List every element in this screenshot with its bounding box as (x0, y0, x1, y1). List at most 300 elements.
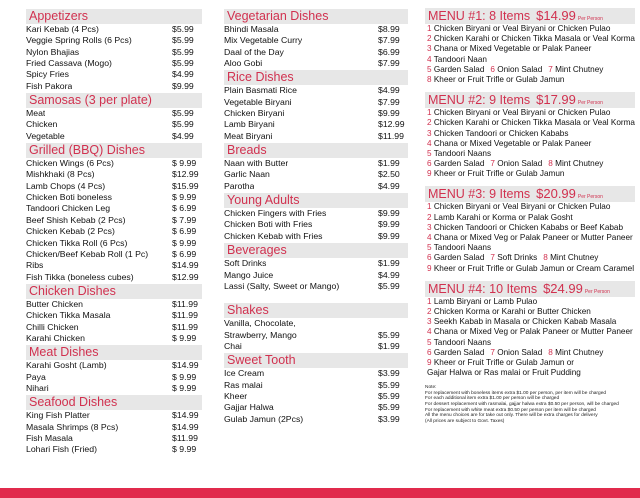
menu-item-name: Paya (26, 371, 46, 382)
left-column (26, 8, 202, 456)
menu-item-price: $1.99 (378, 158, 400, 169)
set-menu-item-text: Seekh Kabab in Masala or Chicken Kabab Masala (433, 317, 617, 327)
set-menu-header (425, 92, 635, 108)
middle-column (224, 8, 408, 425)
menu-item-name: Mix Vegetable Curry (224, 35, 303, 46)
menu-item (26, 238, 202, 249)
menu-item-name: Masala Shrimps (8 Pcs) (26, 421, 119, 432)
menu-item-name: Tandoori Chicken Leg (26, 203, 111, 214)
item-number: 4 (427, 327, 432, 337)
menu-item-price: $5.99 (378, 402, 400, 413)
menu-item (224, 270, 408, 281)
note-line: For each additional item extra $1.00 per person will be charged (425, 396, 560, 402)
menu-item-price: $5.99 (378, 379, 400, 390)
set-menu-3 (425, 186, 635, 273)
menu-item-price: $3.99 (378, 413, 400, 424)
set-menu-line (425, 358, 635, 368)
set-menu-line (425, 118, 635, 128)
menu-item (26, 47, 202, 58)
set-menu-line (425, 297, 635, 307)
menu-item-price: $2.50 (378, 169, 400, 180)
menu-item (224, 341, 408, 352)
menu-item-name: Chicken Boti boneless (26, 192, 112, 203)
note-line: For dessert replacement with rasmalai, gajjar halwa extra $0.50 per person, will be charged (425, 402, 619, 408)
set-menu-line (425, 368, 635, 378)
menu-item (26, 383, 202, 394)
note-line: All the menu choices are for take out only. There will be extra charges for delivery (425, 413, 598, 419)
menu-item-name: Chicken Kebab (2 Pcs) (26, 226, 115, 237)
set-menu-line (425, 233, 635, 243)
item-number: 9 (427, 169, 432, 179)
per-person-label: Per Person (577, 16, 603, 22)
menu-item-price: $ 9.99 (172, 158, 197, 169)
set-menu-item-text: Garden Salad (433, 64, 485, 74)
item-number: 5 (427, 243, 432, 253)
menu-item-name: Soft Drinks (224, 258, 267, 269)
menu-item (224, 169, 408, 180)
menu-item-name: Nihari (26, 382, 49, 393)
menu-item-price: $11.99 (172, 432, 198, 443)
section-header-beverages: Beverages (224, 243, 408, 258)
menu-item-price: $ 6.99 (172, 226, 197, 237)
menu-item-price: $ 9.99 (172, 332, 197, 343)
item-number: 5 (427, 64, 432, 74)
menu-item (224, 231, 408, 242)
set-menu-item-text: Mint Chutney (555, 64, 604, 74)
menu-item (26, 35, 202, 46)
menu-item-name: Karahi Chicken (26, 332, 85, 343)
menu-item-price: $ 7.99 (172, 214, 197, 225)
item-number: 7 (548, 64, 553, 74)
set-menu-line (425, 307, 635, 317)
per-person-label: Per Person (584, 288, 610, 295)
menu-item-price: $5.99 (172, 58, 194, 69)
set-menu-title: MENU #4: 10 Items (428, 281, 538, 296)
menu-item-name: Plain Basmati Rice (224, 85, 297, 96)
menu-item (26, 226, 202, 237)
set-menu-price: $20.99 (536, 186, 576, 202)
menu-item-price: $4.99 (378, 269, 400, 280)
menu-item-name: Lamb Biryani (224, 119, 275, 130)
menu-item (26, 433, 202, 444)
item-number: 3 (427, 44, 432, 54)
menu-item (26, 333, 202, 344)
spacer (224, 292, 408, 302)
menu-item-name: Vegetable (26, 130, 65, 141)
menu-item (224, 330, 408, 341)
set-menu-title: MENU #2: 9 Items (428, 93, 531, 108)
menu-item-name: Fish Masala (26, 432, 73, 443)
menu-item-price: $12.99 (378, 119, 405, 130)
menu-item-name: Gajjar Halwa (224, 402, 274, 413)
set-menu-item-text: Kheer or Fruit Trifle or Gulab Jamun (433, 74, 565, 84)
menu-item-price: $5.99 (172, 108, 194, 119)
menu-item-name: Gulab Jamun (2Pcs) (224, 413, 304, 424)
section-header-breads: Breads (224, 143, 408, 158)
set-menu-item-text: Gajar Halwa or Ras malai or Fruit Pudding (427, 368, 581, 378)
set-menu-price: $24.99 (543, 280, 583, 296)
menu-item-price: $4.99 (172, 69, 194, 80)
menu-item-price: $1.99 (378, 340, 400, 351)
set-menu-line (425, 65, 635, 75)
section-header-rice-dishes: Rice Dishes (224, 70, 408, 85)
item-number: 4 (427, 54, 432, 64)
menu-item (224, 208, 408, 219)
menu-item-price: $ 9.99 (172, 237, 197, 248)
set-menu-item-text: Chicken Karahi or Chicken Tikka Masala or Veal Korma (433, 118, 635, 128)
menu-item-name: Lamb Chops (4 Pcs) (26, 180, 106, 191)
set-menu-item-text: Tandoori Naans (433, 337, 492, 347)
section-header-sweet-tooth: Sweet Tooth (224, 353, 408, 368)
set-menu-line (425, 202, 635, 212)
menu-item (26, 69, 202, 80)
menu-item (224, 414, 408, 425)
menu-item-name: Parotha (224, 180, 255, 191)
menu-item-name: Chicken Wings (6 Pcs) (26, 158, 114, 169)
set-menu-line (425, 338, 635, 348)
menu-item-price: $14.99 (172, 260, 199, 271)
set-menu-item-text: Mint Chutney (555, 159, 604, 169)
set-menu-line (425, 75, 635, 85)
menu-item (26, 24, 202, 35)
menu-item (26, 372, 202, 383)
set-menu-line (425, 129, 635, 139)
menu-item-name: Chicken Fingers with Fries (224, 208, 327, 219)
menu-item-name: Chicken Tikka Roll (6 Pcs) (26, 237, 128, 248)
set-menu-price: $14.99 (536, 8, 576, 23)
set-menu-item-text: Garden Salad (433, 347, 485, 357)
menu-item (224, 181, 408, 192)
menu-item-price: $5.99 (378, 329, 400, 340)
menu-item-price: $7.99 (378, 58, 400, 69)
set-menu-header (425, 8, 635, 24)
menu-item (224, 281, 408, 292)
item-number: 6 (427, 347, 432, 357)
item-number: 1 (427, 202, 432, 212)
item-number: 5 (427, 148, 432, 158)
menu-item (224, 131, 408, 142)
menu-item-price: $12.99 (172, 271, 199, 282)
menu-item-price: $11.99 (172, 298, 198, 309)
menu-item-name: Chicken Boti with Fries (224, 219, 313, 230)
set-menu-line (425, 44, 635, 54)
note-line: (All prices are subject to Govt. Taxes) (425, 418, 505, 424)
set-menu-line (425, 108, 635, 118)
menu-item-name: Lohari Fish (Fried) (26, 444, 97, 455)
item-number: 4 (427, 138, 432, 148)
set-menu-item-text: Soft Drinks (497, 253, 538, 263)
set-menu-item-text: Onion Salad (497, 159, 543, 169)
set-menu-item-text: Chicken Karahi or Chicken Tikka Masala or Veal Korma (433, 34, 635, 44)
menu-item-name: Naan with Butter (224, 158, 289, 169)
item-number: 1 (427, 24, 432, 33)
menu-item (224, 368, 408, 379)
menu-item (26, 422, 202, 433)
section-header-young-adults: Young Adults (224, 193, 408, 208)
menu-item-name: Veggie Spring Rolls (6 Pcs) (26, 35, 132, 46)
menu-item (26, 260, 202, 271)
set-menu-item-text: Tandoori Naans (433, 243, 492, 253)
menu-item-price: $4.99 (378, 180, 400, 191)
menu-item-price: $8.99 (378, 24, 400, 34)
menu-item (26, 444, 202, 455)
per-person-label: Per Person (577, 100, 603, 107)
set-menu-line (425, 159, 635, 169)
menu-item (224, 119, 408, 130)
bottom-bar (0, 488, 640, 498)
menu-item-name: Aloo Gobi (224, 58, 263, 69)
menu-item-price: $15.99 (172, 180, 199, 191)
menu-item (224, 158, 408, 169)
set-menu-item-text: Chicken Tandoori or Chicken Kababs (433, 128, 569, 138)
section-header-meat-dishes: Meat Dishes (26, 345, 202, 360)
item-number: 8 (548, 159, 553, 169)
set-menu-item-text: Tandoori Naans (433, 148, 492, 158)
item-number: 1 (427, 108, 432, 118)
set-menu-item-text: Kheer or Fruit Trifle or Gulab Jamun (433, 169, 565, 179)
menu-item-name: Fish Pakora (26, 80, 73, 91)
menu-item (224, 58, 408, 69)
item-number: 7 (490, 347, 495, 357)
item-number: 2 (427, 118, 432, 128)
menu-item-name: Ice Cream (224, 368, 265, 379)
set-menu-line (425, 213, 635, 223)
menu-item (26, 119, 202, 130)
notes-heading: Note: (425, 385, 437, 391)
menu-item-price: $ 9.99 (172, 382, 197, 393)
item-number: 8 (427, 74, 432, 84)
set-menu-line (425, 264, 635, 274)
item-number: 6 (427, 159, 432, 169)
menu-item-price: $3.99 (378, 368, 400, 379)
set-menu-item-text: Chana or Mixed Vegetable or Palak Paneer (433, 44, 592, 54)
menu-item (26, 410, 202, 421)
menu-item-price: $ 9.99 (172, 371, 197, 382)
menu-item (224, 391, 408, 402)
set-menu-header (425, 186, 635, 202)
menu-item-price: $7.99 (378, 96, 400, 107)
set-menu-item-text: Chicken Biryani or Veal Biryani or Chicken Pulao (433, 108, 611, 118)
set-menu-item-text: Chicken Biryani or Veal Biryani or Chicken Pulao (433, 24, 611, 33)
set-menu-line (425, 139, 635, 149)
menu-item (26, 203, 202, 214)
menu-item-name: Mishkhaki (8 Pcs) (26, 169, 95, 180)
menu-item (224, 380, 408, 391)
set-menu-item-text: Tandoori Naan (433, 54, 487, 64)
item-number: 6 (427, 253, 432, 263)
menu-item-name: Meat (26, 108, 46, 119)
menu-item (224, 35, 408, 46)
set-menu-item-text: Chana or Mixed Veg or Palak Paneer or Mutter Paneer (433, 327, 633, 337)
menu-item (26, 322, 202, 333)
menu-item-price: $7.99 (378, 35, 400, 46)
menu-item-name: Chicken Kebab with Fries (224, 230, 323, 241)
set-menu-item-text: Lamb Biryani or Lamb Pulao (433, 296, 538, 306)
set-menu-line (425, 34, 635, 44)
menu-item-price: $ 9.99 (172, 192, 197, 203)
item-number: 1 (427, 296, 432, 306)
menu-item-price: $9.99 (378, 108, 400, 119)
item-number: 8 (548, 347, 553, 357)
set-menu-4 (425, 281, 635, 379)
set-menu-line (425, 24, 635, 34)
set-menu-header (425, 281, 635, 297)
menu-item (224, 97, 408, 108)
menu-item-price: $5.99 (172, 24, 194, 34)
menu-item (26, 272, 202, 283)
menu-item-price: $5.99 (378, 390, 400, 401)
menu-item-name: Kari Kebab (4 Pcs) (26, 24, 99, 34)
set-menu-title: MENU #3: 9 Items (428, 187, 531, 202)
section-header-grilled-bbq-dishes: Grilled (BBQ) Dishes (26, 143, 202, 158)
set-menu-line (425, 149, 635, 159)
menu-item-name: Bhindi Masala (224, 24, 279, 34)
right-column (425, 8, 635, 424)
menu-item-price: $ 6.99 (172, 248, 197, 259)
set-menu-item-text: Chana or Mixed Veg or Palak Paneer or Mutter Paneer (433, 233, 633, 242)
menu-item (224, 402, 408, 413)
item-number: 3 (427, 317, 432, 327)
menu-item-name: Chicken Biryani (224, 108, 285, 119)
set-menu-item-text: Chicken Korma or Karahi or Butter Chicken (433, 306, 591, 316)
section-header-samosas-3-per-plate: Samosas (3 per plate) (26, 93, 202, 108)
note-line: For replacement with white meat extra $0.50 per person per item will be charged (425, 407, 596, 413)
menu-item-price: $9.99 (378, 230, 400, 241)
set-menu-1 (425, 8, 635, 85)
set-menu-line (425, 348, 635, 358)
menu-item-name: Ras malai (224, 379, 263, 390)
set-menu-item-text: Kheer or Fruit Trifle or Gulab Jamun or Cream Caramel (433, 263, 635, 273)
item-number: 5 (427, 337, 432, 347)
menu-item-price: $11.99 (172, 310, 198, 321)
menu-item-name: Lassi (Salty, Sweet or Mango) (224, 280, 340, 291)
item-number: 3 (427, 222, 432, 232)
menu-item-price: $9.99 (378, 219, 400, 230)
set-menu-line (425, 317, 635, 327)
menu-item-price (378, 318, 408, 329)
item-number: 2 (427, 306, 432, 316)
menu-item-price: $5.99 (378, 280, 400, 291)
menu-item-price: $9.99 (172, 80, 194, 91)
menu-item-name: Mango Juice (224, 269, 274, 280)
menu-item (26, 81, 202, 92)
set-menu-item-text: Mint Chutney (550, 253, 599, 263)
item-number: 2 (427, 212, 432, 222)
set-menu-item-text: Kheer or Fruit Trifle or Gulab Jamun or (433, 357, 574, 367)
note-line: For replacement with boneless items extra $1.00 per person, per item will be charged (425, 390, 607, 396)
menu-item (224, 24, 408, 35)
menu-item-name: Butter Chicken (26, 298, 83, 309)
menu-item-price: $4.99 (378, 85, 400, 96)
menu-item (26, 181, 202, 192)
menu-item-name: Nylon Bhajias (26, 46, 80, 57)
menu-item-name: Chicken (26, 119, 58, 130)
menu-item (26, 299, 202, 310)
menu-item-price: $ 6.99 (172, 203, 197, 214)
set-menu-price: $17.99 (536, 92, 576, 108)
set-menu-item-text: Chicken Tandoori or Chicken Kababs or Beef Kabab (433, 222, 624, 232)
menu-item (26, 58, 202, 69)
menu-item-price: $ 9.99 (172, 444, 197, 455)
set-menu-line (425, 327, 635, 337)
menu-item-name: Ribs (26, 260, 44, 271)
menu-item (26, 360, 202, 371)
menu-item-name: Chicken Tikka Masala (26, 310, 111, 321)
menu-item (224, 318, 408, 329)
set-menu-item-text: Garden Salad (433, 253, 485, 263)
menu-item-name: Spicy Fries (26, 69, 69, 80)
menu-item-price: $4.99 (172, 130, 194, 141)
set-menu-item-text: Onion Salad (497, 347, 543, 357)
item-number: 3 (427, 128, 432, 138)
set-menu-item-text: Garden Salad (433, 159, 485, 169)
menu-item (26, 192, 202, 203)
menu-item-price: $5.99 (172, 46, 194, 57)
item-number: 7 (490, 159, 495, 169)
notes-block (425, 385, 635, 424)
section-header-vegetarian-dishes: Vegetarian Dishes (224, 9, 408, 24)
menu-item (26, 215, 202, 226)
menu-item (26, 310, 202, 321)
menu-item-price: $12.99 (172, 169, 199, 180)
set-menu-item-text: Chana or Mixed Vegetable or Palak Paneer (433, 138, 592, 148)
set-menu-title: MENU #1: 8 Items (428, 9, 531, 23)
menu-item-name: Karahi Gosht (Lamb) (26, 360, 107, 371)
menu-item-name: Vanilla, Chocolate, (224, 318, 296, 329)
menu-item-name: Meat Biryani (224, 130, 273, 141)
menu-item-name: Daal of the Day (224, 46, 284, 57)
menu-item (26, 131, 202, 142)
set-menu-item-text: Onion Salad (497, 64, 543, 74)
section-header-appetizers: Appetizers (26, 9, 202, 24)
menu-item (224, 258, 408, 269)
set-menu-line (425, 223, 635, 233)
section-header-shakes: Shakes (224, 303, 408, 318)
set-menu-line (425, 243, 635, 253)
per-person-label: Per Person (577, 194, 603, 201)
set-menu-item-text: Chicken Biryani or Veal Biryani or Chicken Pulao (433, 202, 611, 212)
menu-item-name: Chilli Chicken (26, 321, 79, 332)
menu-item (224, 85, 408, 96)
menu-item-price: $6.99 (378, 46, 400, 57)
menu-item-name: Beef Shish Kebab (2 Pcs) (26, 214, 126, 225)
set-menu-2 (425, 92, 635, 179)
item-number: 2 (427, 34, 432, 44)
set-menu-item-text: Mint Chutney (555, 347, 604, 357)
menu-item-price: $14.99 (172, 421, 199, 432)
menu-item (26, 108, 202, 119)
menu-item-price: $1.99 (378, 258, 400, 269)
item-number: 4 (427, 233, 432, 242)
item-number: 6 (490, 64, 495, 74)
menu-item-price: $11.99 (378, 130, 404, 141)
section-header-seafood-dishes: Seafood Dishes (26, 395, 202, 410)
section-header-chicken-dishes: Chicken Dishes (26, 284, 202, 299)
set-menu-line (425, 169, 635, 179)
set-menu-line (425, 55, 635, 65)
menu-item-name: King Fish Platter (26, 410, 90, 421)
menu-item-name: Garlic Naan (224, 169, 270, 180)
menu-item-price: $11.99 (172, 321, 198, 332)
menu-item (26, 158, 202, 169)
item-number: 9 (427, 263, 432, 273)
menu-item (26, 249, 202, 260)
menu-item-name: Strawberry, Mango (224, 329, 297, 340)
menu-item (224, 47, 408, 58)
menu-item-name: Fried Cassava (Mogo) (26, 58, 112, 69)
set-menu-item-text: Lamb Karahi or Korma or Palak Gosht (433, 212, 573, 222)
item-number: 9 (427, 357, 432, 367)
